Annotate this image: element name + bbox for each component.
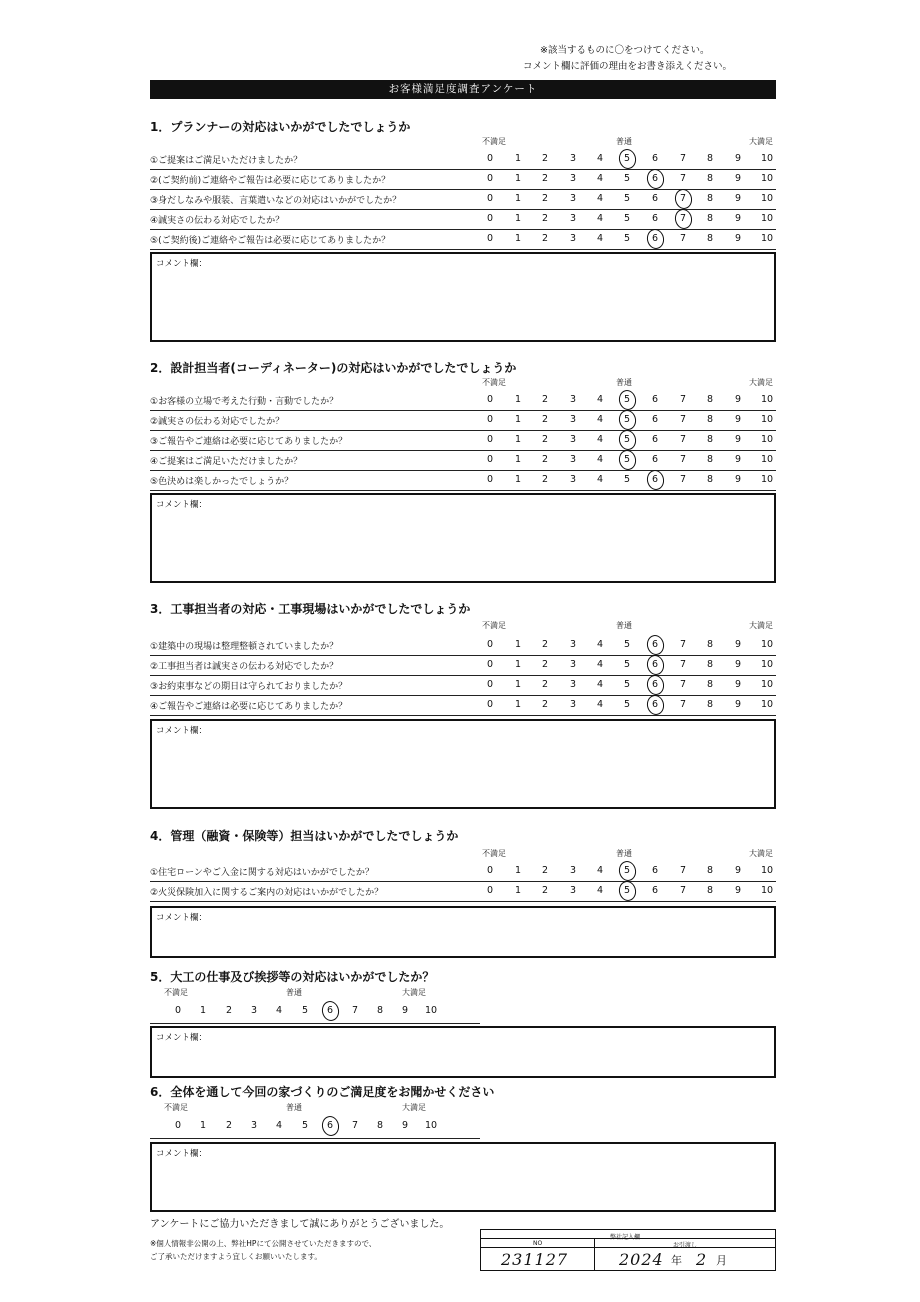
row-divider xyxy=(150,1138,480,1139)
rating-option-10[interactable]: 10 xyxy=(760,193,774,204)
rating-option-4[interactable]: 4 xyxy=(596,213,604,224)
rating-option-7[interactable]: 7 xyxy=(679,173,687,184)
question-text: ①お客様の立場で考えた行動・言動でしたか？ xyxy=(150,397,339,407)
rating-option-3[interactable]: 3 xyxy=(569,173,577,184)
rating-option-3[interactable]: 3 xyxy=(569,153,577,164)
rating-option-5[interactable]: 5 xyxy=(617,434,637,445)
rating-option-6[interactable]: 6 xyxy=(651,865,659,876)
rating-option-3[interactable]: 3 xyxy=(569,193,577,204)
comment-label: コメント欄： xyxy=(156,259,208,269)
rating-option-4[interactable]: 4 xyxy=(596,659,604,670)
rating-option-0[interactable]: 0 xyxy=(486,173,494,184)
question-text: ④ご報告やご連絡は必要に応じてありましたか？ xyxy=(150,702,348,712)
rating-option-8[interactable]: 8 xyxy=(706,434,714,445)
rating-option-3[interactable]: 3 xyxy=(569,679,577,690)
rating-option-4[interactable]: 4 xyxy=(596,639,604,650)
rating-option-8[interactable]: 8 xyxy=(706,414,714,425)
privacy-note-2: ご了承いただけますよう宜しくお願いいたします。 xyxy=(150,1252,322,1261)
rating-option-7[interactable]: 7 xyxy=(673,193,693,204)
rating-option-6[interactable]: 6 xyxy=(645,679,665,690)
question-text: ①ご提案はご満足いただけましたか？ xyxy=(150,156,303,166)
rating-option-2[interactable]: 2 xyxy=(541,394,549,405)
rating-option-1[interactable]: 1 xyxy=(514,394,522,405)
rating-option-5[interactable]: 5 xyxy=(301,1120,309,1131)
comment-label: コメント欄： xyxy=(156,1149,208,1159)
rating-option-10[interactable]: 10 xyxy=(760,213,774,224)
rating-option-4[interactable]: 4 xyxy=(596,865,604,876)
rating-option-4[interactable]: 4 xyxy=(596,474,604,485)
rating-option-5[interactable]: 5 xyxy=(623,233,631,244)
rating-option-9[interactable]: 9 xyxy=(734,865,742,876)
rating-option-7[interactable]: 7 xyxy=(679,699,687,710)
rating-option-10[interactable]: 10 xyxy=(760,639,774,650)
rating-option-4[interactable]: 4 xyxy=(596,193,604,204)
rating-option-10[interactable]: 10 xyxy=(760,885,774,896)
rating-option-8[interactable]: 8 xyxy=(706,639,714,650)
rating-option-8[interactable]: 8 xyxy=(706,213,714,224)
rating-option-9[interactable]: 9 xyxy=(734,474,742,485)
rating-option-1[interactable]: 1 xyxy=(514,153,522,164)
question-text: ⑤色決めは楽しかったでしょうか？ xyxy=(150,477,294,487)
rating-option-1[interactable]: 1 xyxy=(514,679,522,690)
rating-option-0[interactable]: 0 xyxy=(486,885,494,896)
scale-label-high: 大満足 xyxy=(402,988,426,997)
rating-option-5[interactable]: 5 xyxy=(617,885,637,896)
rating-option-3[interactable]: 3 xyxy=(569,454,577,465)
rating-option-2[interactable]: 2 xyxy=(541,679,549,690)
rating-option-1[interactable]: 1 xyxy=(199,1120,207,1131)
rating-option-10[interactable]: 10 xyxy=(760,699,774,710)
question-row xyxy=(150,451,776,471)
rating-option-9[interactable]: 9 xyxy=(734,233,742,244)
rating-option-5[interactable]: 5 xyxy=(623,679,631,690)
rating-option-5[interactable]: 5 xyxy=(617,865,637,876)
rating-option-1[interactable]: 1 xyxy=(514,193,522,204)
question-text: ①住宅ローンやご入金に関する対応はいかがでしたか？ xyxy=(150,868,374,878)
rating-option-9[interactable]: 9 xyxy=(401,1005,409,1016)
rating-option-10[interactable]: 10 xyxy=(424,1120,438,1131)
rating-option-1[interactable]: 1 xyxy=(514,233,522,244)
rating-option-0[interactable]: 0 xyxy=(486,474,494,485)
rating-option-9[interactable]: 9 xyxy=(734,153,742,164)
row-divider xyxy=(150,1023,480,1024)
rating-option-6[interactable]: 6 xyxy=(651,213,659,224)
question-text: ④誠実さの伝わる対応でしたか？ xyxy=(150,216,285,226)
question-row xyxy=(150,471,776,491)
rating-option-4[interactable]: 4 xyxy=(275,1005,283,1016)
rating-option-8[interactable]: 8 xyxy=(706,699,714,710)
rating-option-2[interactable]: 2 xyxy=(541,474,549,485)
rating-option-10[interactable]: 10 xyxy=(760,233,774,244)
comment-box-section-6[interactable] xyxy=(150,1142,776,1212)
rating-option-6[interactable]: 6 xyxy=(645,233,665,244)
comment-box-section-4[interactable] xyxy=(150,906,776,958)
rating-option-5[interactable]: 5 xyxy=(623,659,631,670)
scale-label-low: 不満足 xyxy=(482,621,506,630)
question-text: ③お約束事などの期日は守られておりましたか？ xyxy=(150,682,348,692)
rating-option-7[interactable]: 7 xyxy=(679,434,687,445)
question-text: ③ご報告やご連絡は必要に応じてありましたか？ xyxy=(150,437,348,447)
rating-option-0[interactable]: 0 xyxy=(486,394,494,405)
comment-box-section-1[interactable] xyxy=(150,252,776,342)
rating-option-3[interactable]: 3 xyxy=(569,474,577,485)
rating-option-5[interactable]: 5 xyxy=(623,173,631,184)
rating-option-7[interactable]: 7 xyxy=(673,213,693,224)
scale-label-high: 大満足 xyxy=(749,849,773,858)
rating-option-8[interactable]: 8 xyxy=(706,865,714,876)
rating-option-7[interactable]: 7 xyxy=(679,414,687,425)
rating-option-6[interactable]: 6 xyxy=(651,885,659,896)
rating-option-2[interactable]: 2 xyxy=(541,233,549,244)
row-divider xyxy=(150,715,776,716)
section-3-heading: 3．工事担当者の対応・工事現場はいかがでしたでしょうか xyxy=(150,602,471,616)
rating-option-7[interactable]: 7 xyxy=(351,1005,359,1016)
rating-option-7[interactable]: 7 xyxy=(679,885,687,896)
rating-option-7[interactable]: 7 xyxy=(679,394,687,405)
scale-label-high: 大満足 xyxy=(749,137,773,146)
rating-option-9[interactable]: 9 xyxy=(734,659,742,670)
rating-option-7[interactable]: 7 xyxy=(679,454,687,465)
rating-option-8[interactable]: 8 xyxy=(706,474,714,485)
rating-option-3[interactable]: 3 xyxy=(250,1005,258,1016)
rating-option-4[interactable]: 4 xyxy=(596,454,604,465)
section-2-heading: 2．設計担当者(コーディネーター)の対応はいかがでしたでしょうか xyxy=(150,361,517,375)
question-text: ②(ご契約前)ご連絡やご報告は必要に応じてありましたか？ xyxy=(150,176,391,186)
rating-option-3[interactable]: 3 xyxy=(569,699,577,710)
rating-option-10[interactable]: 10 xyxy=(760,153,774,164)
scale-label-high: 大満足 xyxy=(402,1103,426,1112)
comment-label: コメント欄： xyxy=(156,500,208,510)
rating-option-2[interactable]: 2 xyxy=(541,173,549,184)
handover-month-unit: 月 xyxy=(716,1254,727,1267)
rating-option-0[interactable]: 0 xyxy=(486,865,494,876)
rating-option-1[interactable]: 1 xyxy=(514,454,522,465)
rating-option-3[interactable]: 3 xyxy=(569,394,577,405)
rating-option-9[interactable]: 9 xyxy=(734,454,742,465)
scale-label-mid: 普通 xyxy=(616,849,632,858)
rating-option-3[interactable]: 3 xyxy=(569,434,577,445)
scale-label-low: 不満足 xyxy=(164,988,188,997)
scale-label-high: 大満足 xyxy=(749,621,773,630)
rating-option-10[interactable]: 10 xyxy=(424,1005,438,1016)
rating-option-0[interactable]: 0 xyxy=(486,639,494,650)
rating-option-0[interactable]: 0 xyxy=(486,699,494,710)
rating-option-0[interactable]: 0 xyxy=(486,414,494,425)
section-4-heading: 4．管理（融資・保険等）担当はいかがでしたでしょうか xyxy=(150,829,459,843)
rating-option-7[interactable]: 7 xyxy=(679,233,687,244)
rating-option-3[interactable]: 3 xyxy=(569,865,577,876)
rating-option-5[interactable]: 5 xyxy=(623,699,631,710)
rating-option-6[interactable]: 6 xyxy=(320,1005,340,1016)
rating-option-7[interactable]: 7 xyxy=(679,865,687,876)
handover-year-unit: 年 xyxy=(671,1254,682,1267)
question-text: ④ご提案はご満足いただけましたか？ xyxy=(150,457,303,467)
rating-option-6[interactable]: 6 xyxy=(645,474,665,485)
scale-label-mid: 普通 xyxy=(616,378,632,387)
rating-option-4[interactable]: 4 xyxy=(596,699,604,710)
rating-option-5[interactable]: 5 xyxy=(623,213,631,224)
rating-option-4[interactable]: 4 xyxy=(596,434,604,445)
scale-label-low: 不満足 xyxy=(164,1103,188,1112)
rating-option-2[interactable]: 2 xyxy=(541,434,549,445)
question-row xyxy=(150,656,776,676)
rating-option-6[interactable]: 6 xyxy=(651,434,659,445)
rating-option-1[interactable]: 1 xyxy=(514,639,522,650)
rating-option-4[interactable]: 4 xyxy=(596,394,604,405)
scale-label-low: 不満足 xyxy=(482,378,506,387)
scale-label-high: 大満足 xyxy=(749,378,773,387)
comment-label: コメント欄： xyxy=(156,1033,208,1043)
rating-option-2[interactable]: 2 xyxy=(541,699,549,710)
rating-option-4[interactable]: 4 xyxy=(596,233,604,244)
question-text: ①建築中の現場は整理整頓されていましたか？ xyxy=(150,642,339,652)
rating-option-4[interactable]: 4 xyxy=(596,153,604,164)
rating-option-4[interactable]: 4 xyxy=(596,679,604,690)
scale-label-mid: 普通 xyxy=(286,988,302,997)
rating-option-3[interactable]: 3 xyxy=(569,659,577,670)
question-row xyxy=(150,170,776,190)
rating-option-10[interactable]: 10 xyxy=(760,394,774,405)
question-row xyxy=(150,210,776,230)
scale-label-mid: 普通 xyxy=(616,137,632,146)
rating-option-3[interactable]: 3 xyxy=(569,639,577,650)
rating-option-2[interactable]: 2 xyxy=(541,659,549,670)
rating-option-0[interactable]: 0 xyxy=(486,213,494,224)
question-row xyxy=(150,411,776,431)
rating-option-5[interactable]: 5 xyxy=(623,193,631,204)
rating-option-5[interactable]: 5 xyxy=(617,153,637,164)
rating-option-8[interactable]: 8 xyxy=(706,173,714,184)
rating-option-9[interactable]: 9 xyxy=(734,394,742,405)
question-row xyxy=(150,696,776,716)
rating-option-9[interactable]: 9 xyxy=(734,434,742,445)
question-text: ⑤(ご契約後)ご連絡やご報告は必要に応じてありましたか？ xyxy=(150,236,391,246)
instruction-note: ※該当するものに〇をつけてください。 xyxy=(540,45,710,56)
rating-option-4[interactable]: 4 xyxy=(275,1120,283,1131)
rating-option-2[interactable]: 2 xyxy=(225,1005,233,1016)
question-row xyxy=(150,150,776,170)
rating-option-1[interactable]: 1 xyxy=(199,1005,207,1016)
rating-option-8[interactable]: 8 xyxy=(706,679,714,690)
rating-option-0[interactable]: 0 xyxy=(486,434,494,445)
rating-option-7[interactable]: 7 xyxy=(679,153,687,164)
question-row xyxy=(150,676,776,696)
office-use-table xyxy=(480,1229,776,1271)
question-row xyxy=(150,190,776,210)
question-text: ②工事担当者は誠実さの伝わる対応でしたか？ xyxy=(150,662,339,672)
rating-option-6[interactable]: 6 xyxy=(651,414,659,425)
question-row xyxy=(150,636,776,656)
rating-option-8[interactable]: 8 xyxy=(706,659,714,670)
rating-option-1[interactable]: 1 xyxy=(514,659,522,670)
comment-label: コメント欄： xyxy=(156,913,208,923)
rating-option-1[interactable]: 1 xyxy=(514,213,522,224)
rating-option-5[interactable]: 5 xyxy=(617,454,637,465)
comment-box-section-2[interactable] xyxy=(150,493,776,583)
rating-option-2[interactable]: 2 xyxy=(541,193,549,204)
rating-option-10[interactable]: 10 xyxy=(760,659,774,670)
rating-option-1[interactable]: 1 xyxy=(514,414,522,425)
rating-option-1[interactable]: 1 xyxy=(514,865,522,876)
rating-option-5[interactable]: 5 xyxy=(617,394,637,405)
rating-option-9[interactable]: 9 xyxy=(734,885,742,896)
rating-option-5[interactable]: 5 xyxy=(301,1005,309,1016)
rating-option-3[interactable]: 3 xyxy=(569,233,577,244)
rating-option-7[interactable]: 7 xyxy=(679,474,687,485)
office-no-value: 231127 xyxy=(501,1250,569,1269)
rating-option-2[interactable]: 2 xyxy=(541,414,549,425)
row-divider xyxy=(150,490,776,491)
rating-option-10[interactable]: 10 xyxy=(760,679,774,690)
rating-option-6[interactable]: 6 xyxy=(645,173,665,184)
rating-option-6[interactable]: 6 xyxy=(651,454,659,465)
scale-label-mid: 普通 xyxy=(616,621,632,630)
rating-option-6[interactable]: 6 xyxy=(320,1120,340,1131)
rating-option-2[interactable]: 2 xyxy=(541,454,549,465)
rating-option-2[interactable]: 2 xyxy=(541,885,549,896)
rating-option-2[interactable]: 2 xyxy=(541,153,549,164)
row-divider xyxy=(150,901,776,902)
office-col-no: NO xyxy=(533,1240,543,1247)
rating-option-9[interactable]: 9 xyxy=(734,699,742,710)
rating-option-10[interactable]: 10 xyxy=(760,173,774,184)
scale-label-mid: 普通 xyxy=(286,1103,302,1112)
scale-label-low: 不満足 xyxy=(482,849,506,858)
rating-option-0[interactable]: 0 xyxy=(174,1005,182,1016)
rating-option-0[interactable]: 0 xyxy=(486,153,494,164)
rating-option-10[interactable]: 10 xyxy=(760,454,774,465)
rating-option-9[interactable]: 9 xyxy=(734,679,742,690)
rating-option-8[interactable]: 8 xyxy=(706,153,714,164)
rating-option-7[interactable]: 7 xyxy=(679,679,687,690)
rating-option-8[interactable]: 8 xyxy=(706,233,714,244)
question-row xyxy=(150,882,776,902)
rating-option-9[interactable]: 9 xyxy=(734,213,742,224)
rating-option-6[interactable]: 6 xyxy=(651,193,659,204)
rating-option-7[interactable]: 7 xyxy=(351,1120,359,1131)
rating-option-8[interactable]: 8 xyxy=(376,1120,384,1131)
rating-option-2[interactable]: 2 xyxy=(225,1120,233,1131)
rating-option-3[interactable]: 3 xyxy=(569,213,577,224)
rating-option-4[interactable]: 4 xyxy=(596,885,604,896)
rating-option-2[interactable]: 2 xyxy=(541,639,549,650)
rating-option-0[interactable]: 0 xyxy=(486,233,494,244)
rating-option-8[interactable]: 8 xyxy=(706,885,714,896)
question-row xyxy=(150,230,776,250)
rating-option-6[interactable]: 6 xyxy=(651,153,659,164)
handover-month: 2 xyxy=(696,1250,708,1269)
rating-option-1[interactable]: 1 xyxy=(514,885,522,896)
office-col-handover: お引渡し xyxy=(673,1242,698,1249)
comment-box-section-5[interactable] xyxy=(150,1026,776,1078)
rating-option-7[interactable]: 7 xyxy=(679,659,687,670)
rating-option-9[interactable]: 9 xyxy=(734,173,742,184)
thanks-message: アンケートにご協力いただきまして誠にありがとうございました。 xyxy=(150,1219,450,1230)
rating-option-9[interactable]: 9 xyxy=(734,639,742,650)
rating-option-6[interactable]: 6 xyxy=(645,659,665,670)
rating-option-3[interactable]: 3 xyxy=(569,885,577,896)
rating-option-10[interactable]: 10 xyxy=(760,434,774,445)
rating-option-4[interactable]: 4 xyxy=(596,414,604,425)
comment-box-section-3[interactable] xyxy=(150,719,776,809)
rating-option-1[interactable]: 1 xyxy=(514,699,522,710)
rating-option-8[interactable]: 8 xyxy=(706,454,714,465)
rating-option-10[interactable]: 10 xyxy=(760,474,774,485)
rating-option-8[interactable]: 8 xyxy=(706,193,714,204)
rating-option-3[interactable]: 3 xyxy=(569,414,577,425)
section-6-heading: 6．全体を通して今回の家づくりのご満足度をお聞かせください xyxy=(150,1085,495,1099)
rating-option-9[interactable]: 9 xyxy=(734,414,742,425)
rating-option-0[interactable]: 0 xyxy=(486,193,494,204)
rating-option-0[interactable]: 0 xyxy=(174,1120,182,1131)
rating-option-8[interactable]: 8 xyxy=(706,394,714,405)
rating-option-6[interactable]: 6 xyxy=(645,639,665,650)
rating-option-7[interactable]: 7 xyxy=(679,639,687,650)
question-text: ②火災保険加入に関するご案内の対応はいかがでしたか？ xyxy=(150,888,384,898)
scale-label-low: 不満足 xyxy=(482,137,506,146)
rating-option-1[interactable]: 1 xyxy=(514,434,522,445)
rating-row xyxy=(150,1002,480,1024)
rating-option-4[interactable]: 4 xyxy=(596,173,604,184)
rating-option-6[interactable]: 6 xyxy=(645,699,665,710)
rating-option-0[interactable]: 0 xyxy=(486,659,494,670)
rating-option-2[interactable]: 2 xyxy=(541,213,549,224)
instruction-note-comment: コメント欄に評価の理由をお書き添えください。 xyxy=(523,61,733,72)
rating-option-10[interactable]: 10 xyxy=(760,414,774,425)
handover-year: 2024 xyxy=(619,1250,664,1269)
rating-option-0[interactable]: 0 xyxy=(486,454,494,465)
rating-option-1[interactable]: 1 xyxy=(514,474,522,485)
rating-option-1[interactable]: 1 xyxy=(514,173,522,184)
question-row xyxy=(150,391,776,411)
survey-title: お客様満足度調査アンケート xyxy=(150,80,776,99)
rating-option-5[interactable]: 5 xyxy=(623,639,631,650)
question-row xyxy=(150,431,776,451)
rating-row xyxy=(150,1117,480,1139)
rating-option-5[interactable]: 5 xyxy=(617,414,637,425)
section-5-heading: 5．大工の仕事及び挨拶等の対応はいかがでしたか？ xyxy=(150,970,435,984)
rating-option-9[interactable]: 9 xyxy=(734,193,742,204)
question-text: ③身だしなみや服装、言葉遣いなどの対応はいかがでしたか？ xyxy=(150,196,402,206)
rating-option-0[interactable]: 0 xyxy=(486,679,494,690)
rating-option-9[interactable]: 9 xyxy=(401,1120,409,1131)
rating-option-10[interactable]: 10 xyxy=(760,865,774,876)
question-text: ②誠実さの伝わる対応でしたか？ xyxy=(150,417,285,427)
rating-option-3[interactable]: 3 xyxy=(250,1120,258,1131)
rating-option-2[interactable]: 2 xyxy=(541,865,549,876)
rating-option-6[interactable]: 6 xyxy=(651,394,659,405)
rating-option-8[interactable]: 8 xyxy=(376,1005,384,1016)
privacy-note: ※個人情報非公開の上、弊社HPにて公開させていただきますので、 xyxy=(150,1239,377,1248)
row-divider xyxy=(150,249,776,250)
section-1-heading: 1．プランナーの対応はいかがでしたでしょうか xyxy=(150,120,411,134)
rating-option-5[interactable]: 5 xyxy=(623,474,631,485)
question-row xyxy=(150,862,776,882)
comment-label: コメント欄： xyxy=(156,726,208,736)
